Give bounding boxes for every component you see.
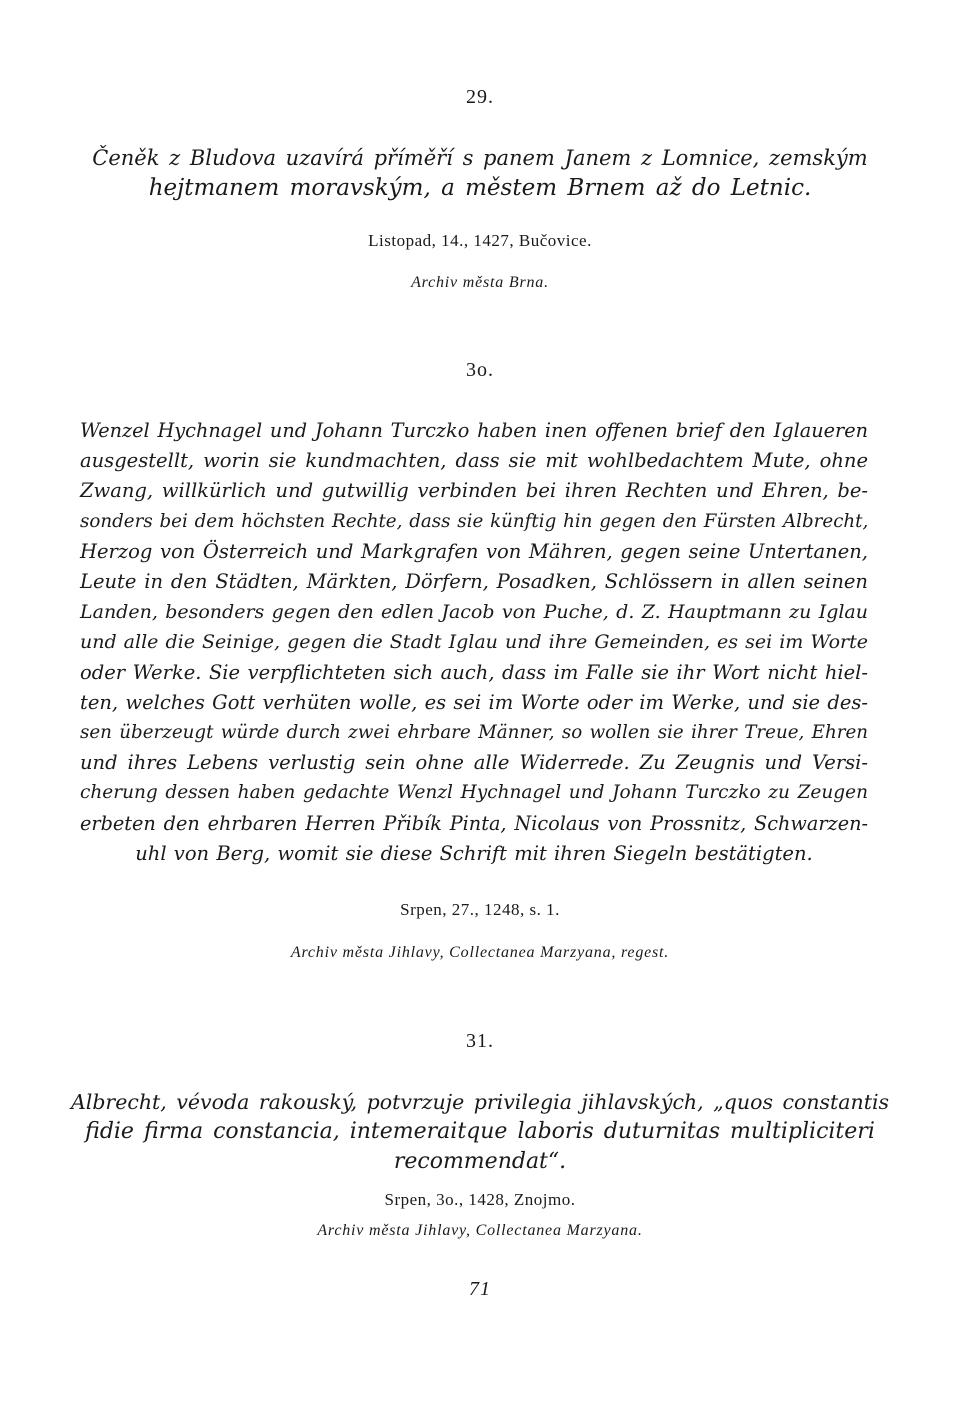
entry-30-line-4: sonders bei dem höchsten Rechte, dass sie künftig hin gegen den Fürsten Albrecht, <box>80 510 869 532</box>
entry-31-title-line-2: fidie firma constancia, intemeraitque laboris duturnitas multipliciteri <box>85 1119 875 1144</box>
entry-30-line-2: ausgestellt, worin sie kundmachten, dass sie mit wohlbedachtem Mute, ohne <box>80 449 868 473</box>
entry-30-line-12: und ihres Lebens verlustig sein ohne alle Widerrede. Zu Zeugnis und Versi- <box>80 751 868 775</box>
entry-29-title <box>90 143 870 203</box>
entry-29-date: Listopad, 14., 1427, Bučovice. <box>368 231 592 250</box>
entry-31-archive: Archiv města Jihlavy, Collectanea Marzyana. <box>317 1222 643 1239</box>
entry-30-line-3: Zwang, willkürlich und gutwillig verbinden bei ihren Rechten und Ehren, be- <box>80 479 868 503</box>
page-number: 71 <box>469 1278 491 1300</box>
entry-30-line-14: erbeten den ehrbaren Herren Přibík Pinta, Nicolaus von Prossnitz, Schwarzen- <box>80 811 868 835</box>
entry-30-number: 3o. <box>466 359 494 381</box>
entry-30-line-8: und alle die Seinige, gegen die Stadt Iglau und ihre Gemeinden, es sei im Worte <box>80 631 868 654</box>
entry-31-date: Srpen, 3o., 1428, Znojmo. <box>384 1190 576 1209</box>
entry-29-title-line-2: hejtmanem moravským, a městem Brnem až do Letnic. <box>148 175 812 201</box>
entry-29-title-line-1: Čeněk z Bludova uzavírá příměří s panem Janem z Lomnice, zemským <box>92 146 868 170</box>
entry-30-line-1: Wenzel Hychnagel und Johann Turczko haben inen offenen brief den Iglaueren <box>80 419 868 442</box>
entry-30-line-9: oder Werke. Sie verpflichteten sich auch, dass im Falle sie ihr Wort nicht hiel- <box>80 660 868 684</box>
entry-31-title <box>70 1087 890 1177</box>
entry-30-line-13: cherung dessen haben gedachte Wenzl Hychnagel und Johann Turczko zu Zeugen <box>80 782 868 804</box>
entry-29-number: 29. <box>466 86 494 108</box>
entry-31-title-line-3: recommendat“. <box>393 1149 567 1174</box>
entry-30-line-11: sen überzeugt würde durch zwei ehrbare Männer, so wollen sie ihrer Treue, Ehren <box>80 722 868 744</box>
entry-30-body <box>80 416 868 869</box>
entry-30-line-7: Landen, besonders gegen den edlen Jacob von Puche, d. Z. Hauptmann zu Iglau <box>80 601 868 624</box>
entry-30-line-10: ten, welches Gott verhüten wolle, es sei im Worte oder im Werke, und sie des- <box>80 690 868 714</box>
entry-30-archive: Archiv města Jihlavy, Collectanea Marzyana, regest. <box>290 944 670 961</box>
entry-30-line-15: uhl von Berg, womit sie diese Schrift mit ihren Siegeln bestätigten. <box>135 841 813 865</box>
entry-31-number: 31. <box>466 1030 494 1052</box>
entry-31-title-line-1: Albrecht, vévoda rakouský, potvrzuje privilegia jihlavských, „quos constantis <box>70 1090 890 1114</box>
entry-29-archive: Archiv města Brna. <box>411 274 549 291</box>
entry-30-date: Srpen, 27., 1248, s. 1. <box>400 900 560 919</box>
entry-30-line-5: Herzog von Österreich und Markgrafen von Mähren, gegen seine Untertanen, <box>80 539 868 563</box>
entry-30-line-6: Leute in den Städten, Märkten, Dörfern, Posadken, Schlössern in allen seinen <box>80 570 868 594</box>
